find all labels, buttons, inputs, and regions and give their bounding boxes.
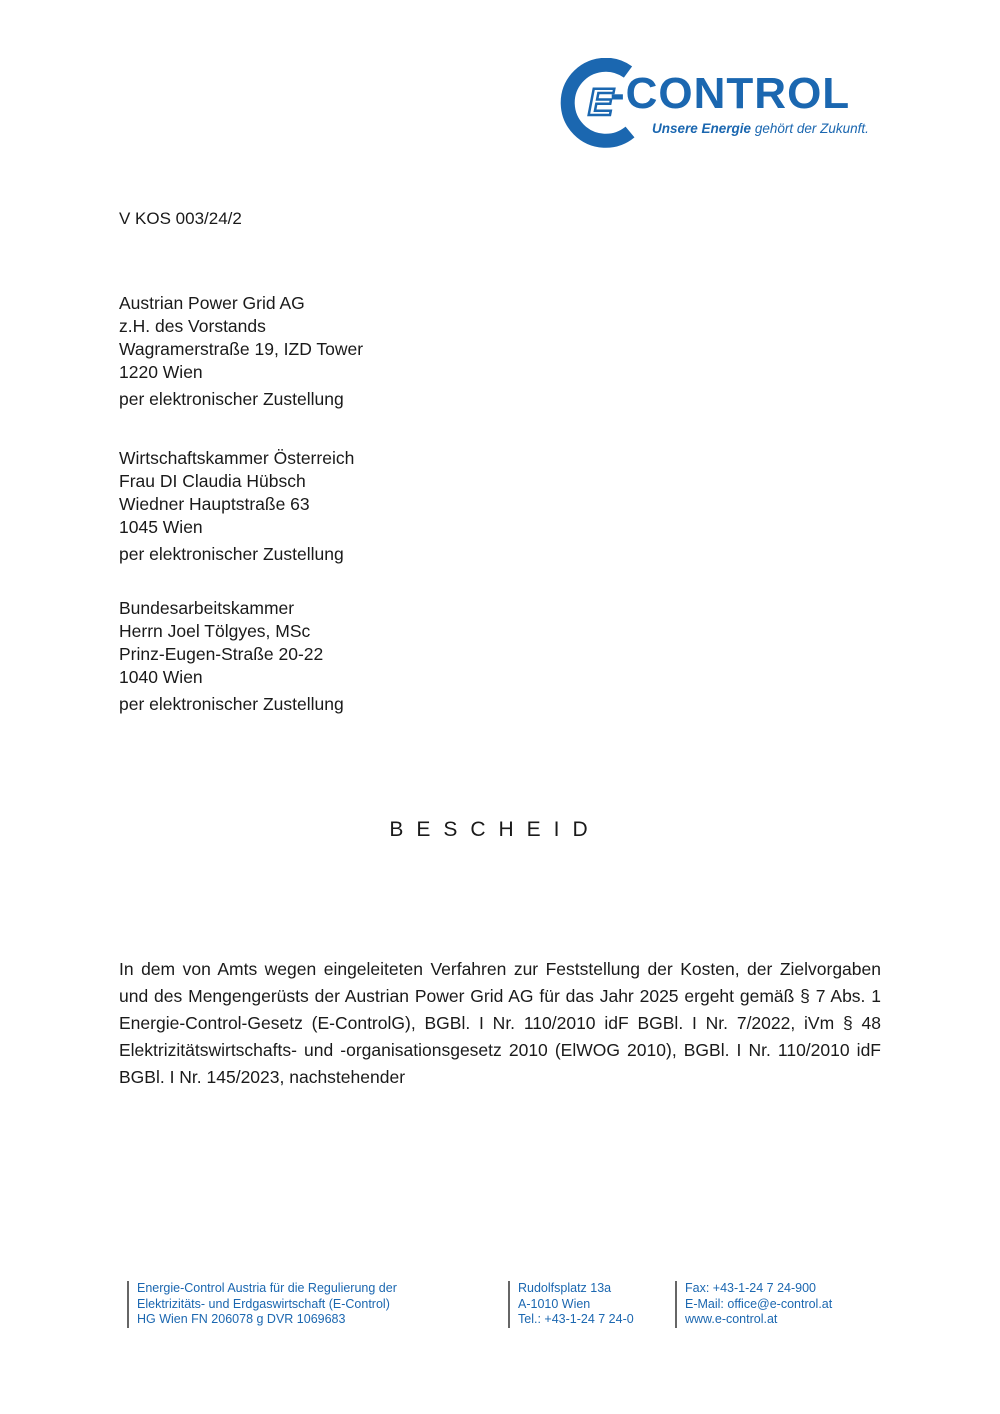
footer-line: Elektrizitäts- und Erdgaswirtschaft (E-Control) bbox=[137, 1296, 390, 1311]
footer-line: Fax: +43-1-24 7 24-900 bbox=[685, 1281, 816, 1295]
recipient-street: Wagramerstraße 19, IZD Tower bbox=[119, 339, 364, 359]
logo-initial: E bbox=[588, 82, 614, 124]
footer-email[interactable]: E-Mail: office@e-control.at bbox=[685, 1296, 833, 1311]
recipient-block bbox=[119, 292, 363, 411]
footer-line: Rudolfsplatz 13a bbox=[518, 1281, 612, 1295]
footer-line: A-1010 Wien bbox=[518, 1296, 591, 1311]
recipient-delivery: per elektronischer Zustellung bbox=[119, 694, 344, 714]
recipient-city: 1045 Wien bbox=[119, 517, 203, 537]
document-title: BESCHEID bbox=[389, 818, 601, 841]
recipient-name: Bundesarbeitskammer bbox=[119, 598, 295, 618]
recipient-city: 1220 Wien bbox=[119, 362, 203, 382]
logo-tagline bbox=[652, 121, 869, 136]
footer-organization bbox=[127, 1281, 397, 1328]
recipient-city: 1040 Wien bbox=[119, 667, 203, 687]
footer-line: HG Wien FN 206078 g DVR 1069683 bbox=[137, 1312, 346, 1326]
recipient-street: Prinz-Eugen-Straße 20-22 bbox=[119, 644, 324, 664]
logo-wordmark: -CONTROL bbox=[610, 69, 851, 118]
footer-address bbox=[508, 1281, 634, 1328]
footer-website[interactable]: www.e-control.at bbox=[685, 1312, 778, 1326]
body-paragraph: In dem von Amts wegen eingeleiteten Verfahren zur Feststellung der Kosten, der Zielvorgaben und des Mengengerüsts der Austrian Power Grid AG für das Jahr 2025 ergeht gemäß § 7 Abs. 1 Energie-Control-Gesetz (E-ControlG), BGBl. I Nr. 110/2010 idF BGBl. I Nr. 7/2022, iVm § 48 Elektrizitätswirtschafts- und -organisationsgesetz 2010 (ElWOG 2010), BGBl. I Nr. 110/2010 idF BGBl. I Nr. 145/2023, nachstehender bbox=[119, 959, 881, 1087]
recipient-attention: Frau DI Claudia Hübsch bbox=[119, 471, 306, 491]
recipient-block bbox=[119, 447, 354, 566]
e-control-logo bbox=[556, 58, 886, 148]
footer-line: Tel.: +43-1-24 7 24-0 bbox=[518, 1312, 634, 1326]
recipient-delivery: per elektronischer Zustellung bbox=[119, 389, 344, 409]
footer-line: Energie-Control Austria für die Regulierung der bbox=[137, 1281, 397, 1295]
recipient-delivery: per elektronischer Zustellung bbox=[119, 544, 344, 564]
recipient-attention: Herrn Joel Tölgyes, MSc bbox=[119, 621, 311, 641]
recipient-street: Wiedner Hauptstraße 63 bbox=[119, 494, 310, 514]
footer-contact bbox=[675, 1281, 832, 1328]
recipient-name: Wirtschaftskammer Österreich bbox=[119, 448, 355, 468]
recipient-block bbox=[119, 597, 344, 716]
reference-number: V KOS 003/24/2 bbox=[119, 209, 242, 228]
recipient-name: Austrian Power Grid AG bbox=[119, 293, 305, 313]
tagline-rest: gehört der Zukunft. bbox=[754, 121, 869, 136]
tagline-bold: Unsere Energie bbox=[652, 121, 752, 136]
recipient-attention: z.H. des Vorstands bbox=[119, 316, 266, 336]
